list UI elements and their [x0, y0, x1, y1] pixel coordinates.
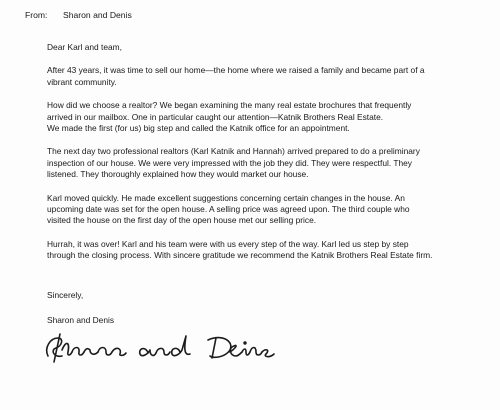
- signature-stroke: [230, 345, 242, 356]
- signature-stroke: [208, 338, 231, 358]
- signature-stroke: [84, 349, 98, 354]
- paragraph-line: upcoming date was set for the open house. A selling price was agreed upon. The third couple who: [47, 204, 410, 215]
- signature-stroke: [112, 348, 126, 355]
- paragraph-5: [47, 239, 487, 262]
- closing-block: [47, 290, 114, 327]
- signature-stroke: [242, 349, 250, 355]
- paragraph-1: [47, 65, 487, 88]
- paragraph-4: [47, 193, 487, 227]
- paragraph-line: vibrant community.: [47, 76, 117, 87]
- paragraph-line: listened. They thoroughly explained how they would market our house.: [47, 169, 309, 180]
- paragraph-line: Karl moved quickly. He made excellent suggestions concerning certain changes in the house. An: [47, 192, 405, 203]
- signature-stroke: [250, 348, 262, 356]
- signature-stroke: [262, 350, 274, 357]
- signature-stroke: [156, 348, 170, 355]
- handwritten-signature: [40, 326, 280, 370]
- signature-stroke: [72, 348, 84, 356]
- letter-body: [47, 42, 487, 274]
- paragraph-line: After 43 years, it was time to sell our home—the home where we raised a family and became part of a: [47, 65, 425, 76]
- paragraph-line: We made the first (for us) big step and called the Katnik office for an appointment.: [47, 123, 350, 134]
- paragraph-2: [47, 100, 487, 134]
- signature-stroke: [212, 338, 216, 358]
- paragraph-line: Hurrah, it was over! Karl and his team were with us every step of the way. Karl led us step by step: [47, 238, 409, 249]
- paragraph-line: How did we choose a realtor? We began examining the many real estate brochures that frequently: [47, 100, 412, 111]
- paragraph-3: [47, 146, 487, 180]
- greeting: Dear Karl and team,: [47, 42, 122, 52]
- signature-stroke: [47, 338, 62, 356]
- signature-name: Sharon and Denis: [47, 315, 115, 326]
- paragraph-line: visited the house on the first day of the open house met our selling price.: [47, 215, 317, 226]
- signature-stroke: [98, 348, 112, 356]
- paragraph-line: arrived in our mailbox. One in particular caught our attention—Katnik Brothers Real Estate.: [47, 111, 384, 122]
- signature-stroke: [172, 336, 190, 356]
- paragraph-line: through the closing process. With sincere gratitude we recommend the Katnik Brothers Real Estate firm.: [47, 250, 433, 261]
- closing: Sincerely,: [47, 290, 84, 300]
- paragraph-line: The next day two professional realtors (Karl Katnik and Hannah) arrived prepared to do a preliminary: [47, 146, 420, 157]
- signature-strokes: [47, 334, 274, 362]
- signature-stroke: [62, 343, 72, 355]
- from-label: From:: [25, 10, 48, 20]
- signature-dot: [244, 342, 246, 344]
- from-value: Sharon and Denis: [63, 10, 132, 20]
- signature-stroke: [140, 349, 156, 356]
- paragraph-line: inspection of our house. We were very impressed with the job they did. They were respectful. They: [47, 157, 412, 168]
- from-line: [25, 10, 132, 21]
